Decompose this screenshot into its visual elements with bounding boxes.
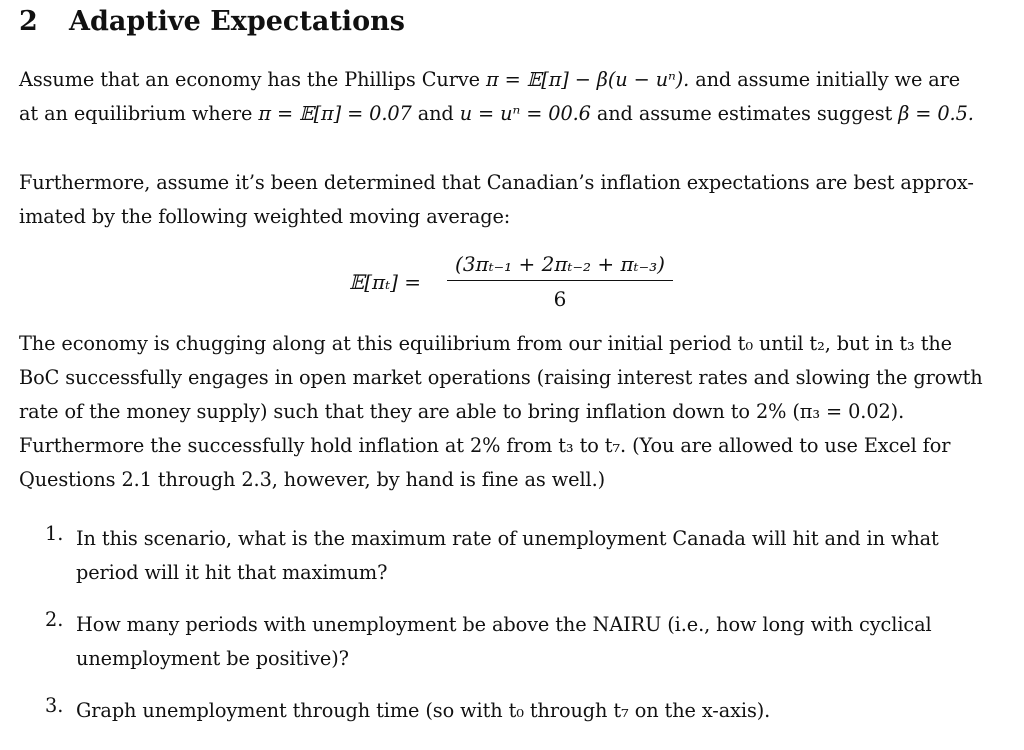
paragraph-line: rate of the money supply) such that they are able to bring inflation down to 2% (π₃ = 0.02). [19, 400, 905, 423]
phillips-curve-formula: π = 𝔼[π] − β(u − uⁿ). [485, 68, 690, 91]
paragraph-expectations [19, 166, 987, 234]
paragraph-line: Questions 2.1 through 2.3, however, by hand is fine as well.) [19, 468, 606, 491]
equation-fraction [445, 252, 675, 311]
equation-denominator: 6 [553, 287, 567, 311]
question-text [76, 522, 986, 590]
question-number: 2. [45, 608, 64, 631]
question-text [76, 694, 986, 728]
text-span: and assume initially we are [689, 68, 961, 91]
question-line: Graph unemployment through time (so with t₀ through t₇ on the x-axis). [76, 699, 771, 722]
paragraph-line: Furthermore, assume it’s been determined that Canadian’s inflation expectations are best approx- [19, 171, 974, 194]
text-span: Assume that an economy has the Phillips Curve [19, 68, 486, 91]
paragraph-line: BoC successfully engages in open market operations (raising interest rates and slowing the growth [19, 366, 983, 389]
unemployment-equilibrium-formula: u = uⁿ = 00.6 [459, 102, 591, 125]
text-span: and assume estimates suggest [590, 102, 899, 125]
inflation-equilibrium-formula: π = 𝔼[π] = 0.07 [258, 102, 412, 125]
question-line: period will it hit that maximum? [76, 561, 388, 584]
section-number: 2 [19, 6, 38, 37]
paragraph-line: The economy is chugging along at this equilibrium from our initial period t₀ until t₂, but in t₃ the [19, 332, 952, 355]
question-line: How many periods with unemployment be above the NAIRU (i.e., how long with cyclical [76, 613, 932, 636]
equation-lhs: 𝔼[πₜ] = [349, 270, 422, 294]
paragraph-line: imated by the following weighted moving average: [19, 205, 511, 228]
paragraph-line [19, 97, 987, 131]
paragraph-scenario [19, 327, 987, 497]
question-line: In this scenario, what is the maximum rate of unemployment Canada will hit and in what [76, 527, 939, 550]
paragraph-line: Furthermore the successfully hold inflation at 2% from t₃ to t₇. (You are allowed to use Excel for [19, 434, 951, 457]
question-number: 1. [45, 522, 64, 545]
text-span: and [411, 102, 460, 125]
section-heading [19, 6, 405, 37]
equation-numerator: (3πₜ₋₁ + 2πₜ₋₂ + πₜ₋₃) [455, 252, 665, 276]
question-text [76, 608, 986, 676]
section-title: Adaptive Expectations [69, 6, 405, 37]
beta-formula: β = 0.5. [898, 102, 974, 125]
text-span: at an equilibrium where [19, 102, 259, 125]
paragraph-phillips-curve [19, 63, 987, 131]
question-line: unemployment be positive)? [76, 647, 349, 670]
question-number: 3. [45, 694, 64, 717]
paragraph-line [19, 63, 987, 97]
